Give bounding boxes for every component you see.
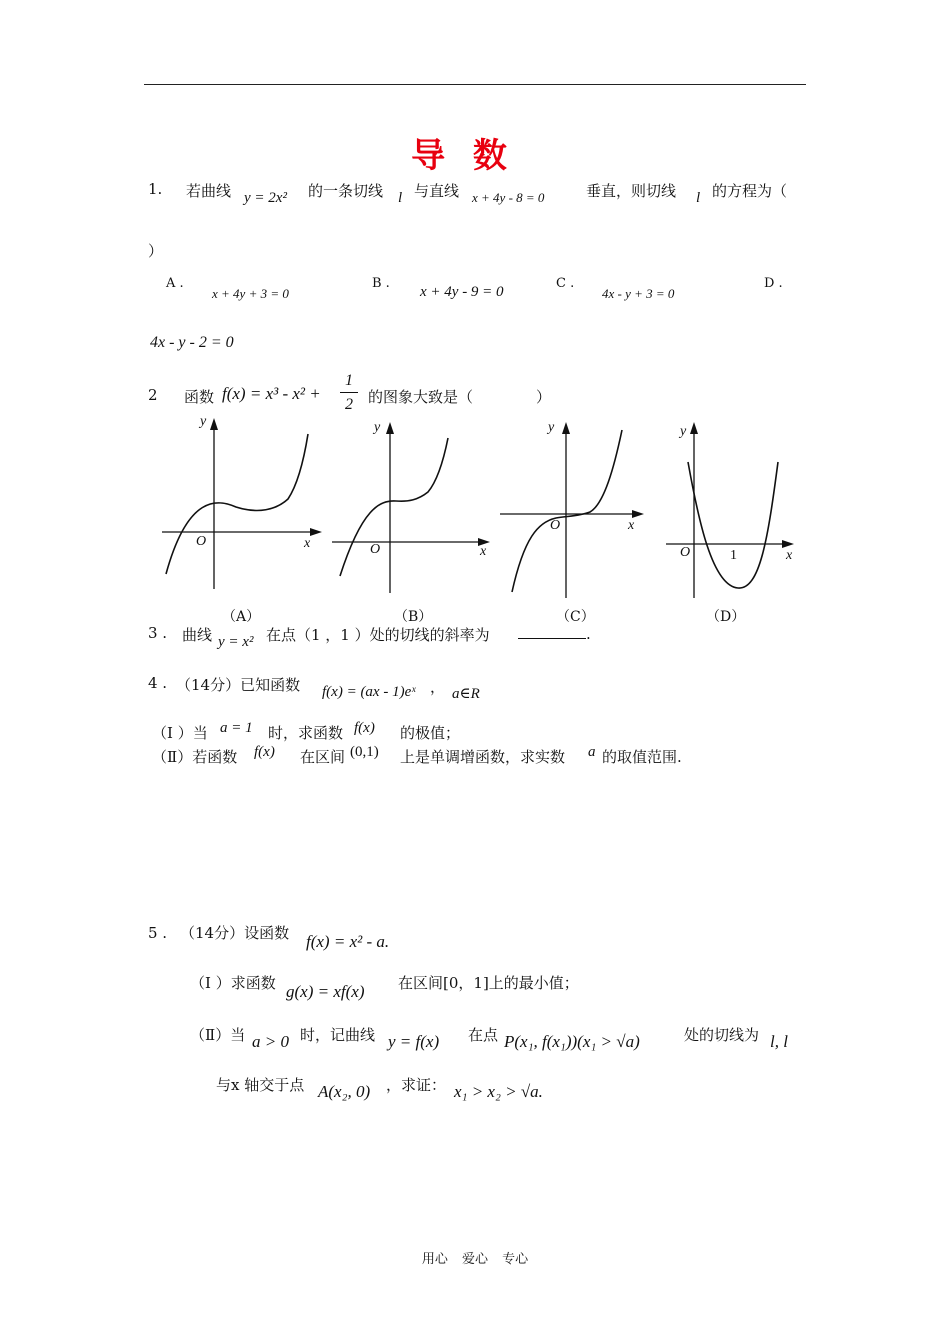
graph-d-curve xyxy=(688,462,778,588)
graph-d-y-label: y xyxy=(680,424,687,439)
graph-c-x-arrow xyxy=(632,510,644,518)
q2-frac-numerator: 1 xyxy=(345,372,353,389)
q5-function: f(x) = x² - a. xyxy=(306,932,390,951)
q2-function: f(x) = x³ - x² + xyxy=(222,384,321,403)
graph-a-origin: O xyxy=(196,534,207,549)
graph-b xyxy=(328,418,498,598)
q5-part3-inequality: x₁ > x₂ > √a. xyxy=(454,1082,543,1101)
q1-option-b: x + 4y - 9 = 0 xyxy=(420,284,504,300)
q1-option-a: x + 4y + 3 = 0 xyxy=(212,286,289,301)
q5-part2-label: （Ⅱ）当 xyxy=(190,1026,246,1044)
graph-c-y-label: y xyxy=(548,420,555,435)
q4-part2-f: f(x) xyxy=(254,744,275,760)
graph-b-curve xyxy=(340,438,448,576)
q1-option-a-label: A . xyxy=(166,276,184,291)
graph-c-origin: O xyxy=(550,518,561,533)
q4-comma: ， xyxy=(430,678,446,696)
q2-frac-bar xyxy=(340,392,358,393)
graph-b-caption: （B） xyxy=(394,609,433,625)
q1-line: x + 4y - 8 = 0 xyxy=(472,190,545,205)
q4-domain: a∈R xyxy=(452,686,480,702)
graph-d-y-arrow xyxy=(690,422,698,434)
q5-part2-text3: 处的切线为 xyxy=(684,1026,760,1044)
graph-a-y-arrow xyxy=(210,418,218,430)
q5-part3-point: A(x₂, 0) xyxy=(318,1082,371,1101)
graph-b-x-label: x xyxy=(480,544,487,559)
q2-text1: 函数 xyxy=(184,388,215,406)
graph-c-curve xyxy=(512,430,622,592)
q2-text2: 的图象大致是（ xyxy=(368,388,474,406)
q1-option-c: 4x - y + 3 = 0 xyxy=(602,286,675,301)
q1-number: 1. xyxy=(148,180,163,198)
q3-number: 3 . xyxy=(148,624,168,642)
q2-frac-denominator: 2 xyxy=(345,396,353,413)
q1-text3: 与直线 xyxy=(414,182,460,200)
graph-d-origin: O xyxy=(680,545,691,560)
q5-text1: （14分）设函数 xyxy=(180,924,290,942)
header-rule xyxy=(144,84,806,85)
q4-part2-text2: 上是单调增函数，求实数 xyxy=(400,748,566,766)
q1-option-d-label: D . xyxy=(764,276,783,291)
q3-answer-blank xyxy=(518,624,591,643)
graph-d-x-arrow xyxy=(782,540,794,548)
q4-text1: （14分）已知函数 xyxy=(176,676,301,694)
q5-number: 5 . xyxy=(148,924,168,942)
q1-option-d: 4x - y - 2 = 0 xyxy=(150,334,234,351)
q3-text1: 曲线 xyxy=(182,626,213,644)
graph-a-y-label: y xyxy=(200,414,207,429)
q5-part2-text2: 在点 xyxy=(468,1026,499,1044)
q5-part2-condition: a > 0 xyxy=(252,1032,289,1051)
q5-part1-g: g(x) = xf(x) xyxy=(286,982,365,1001)
graph-a xyxy=(158,414,328,594)
q4-part2-interval: (0,1) xyxy=(350,744,379,760)
q1-option-b-label: B . xyxy=(372,276,390,291)
q2-close: ） xyxy=(536,388,552,406)
q1-close: ） xyxy=(148,242,164,260)
q1-option-c-label: C . xyxy=(556,276,575,291)
page-footer: 用心 爱心 专心 xyxy=(421,1252,529,1267)
graph-b-y-label: y xyxy=(374,420,381,435)
graph-c xyxy=(498,418,648,598)
graph-c-y-arrow xyxy=(562,422,570,434)
graph-d-caption: （D） xyxy=(706,609,746,625)
q4-part1-text: 时，求函数 xyxy=(268,724,344,742)
q1-text1: 若曲线 xyxy=(186,182,232,200)
q1-text2: 的一条切线 xyxy=(308,182,384,200)
q4-part2-a: a xyxy=(588,744,596,760)
graph-d xyxy=(664,418,804,598)
q3-end: . xyxy=(586,625,591,643)
q4-part2-label: （Ⅱ）若函数 xyxy=(152,748,238,766)
graph-c-x-label: x xyxy=(628,518,635,533)
q4-part2-end: 的取值范围. xyxy=(602,748,682,766)
q3-text2: 在点（1 ，1 ）处的切线的斜率为 xyxy=(266,626,490,644)
q1-curve: y = 2x² xyxy=(244,190,287,206)
q4-part1-label: （Ⅰ ）当 xyxy=(152,724,208,742)
q2-number: 2 xyxy=(148,386,158,404)
graph-a-x-arrow xyxy=(310,528,322,536)
graph-d-x-label: x xyxy=(786,548,793,563)
graph-b-y-arrow xyxy=(386,422,394,434)
q5-part2-point: P(x₁, f(x₁))(x₁ > √a) xyxy=(504,1032,640,1051)
graph-a-curve xyxy=(166,434,311,574)
q1-l2: l xyxy=(696,190,701,206)
graph-d-tick-one: 1 xyxy=(730,548,737,563)
q4-part2-text1: 在区间 xyxy=(300,748,346,766)
page-title: 导 数 xyxy=(411,136,515,176)
q1-text4: 垂直，则切线 xyxy=(586,182,677,200)
q4-part1-condition: a = 1 xyxy=(220,720,253,736)
q4-part1-end: 的极值； xyxy=(400,724,461,742)
q4-number: 4 . xyxy=(148,674,168,692)
q5-part2-curve: y = f(x) xyxy=(388,1032,440,1051)
q4-part1-f: f(x) xyxy=(354,720,375,736)
q1-text5: 的方程为（ xyxy=(712,182,788,200)
q5-part1-label: （Ⅰ ）求函数 xyxy=(190,974,276,992)
graph-b-origin: O xyxy=(370,542,381,557)
graph-c-caption: （C） xyxy=(556,609,595,625)
q5-part3-text2: ，求证： xyxy=(386,1076,447,1094)
graph-a-caption: （A） xyxy=(222,609,261,625)
q5-part2-l: l, l xyxy=(770,1032,788,1051)
q5-part1-text: 在区间[0，1]上的最小值； xyxy=(398,974,579,992)
q1-l1: l xyxy=(398,190,403,206)
q5-part2-text1: 时，记曲线 xyxy=(300,1026,376,1044)
q5-part3-text1: 与x 轴交于点 xyxy=(216,1076,305,1094)
q4-function: f(x) = (ax - 1)eˣ xyxy=(322,684,416,700)
q3-curve: y = x² xyxy=(218,634,254,650)
graph-a-x-label: x xyxy=(304,536,311,551)
